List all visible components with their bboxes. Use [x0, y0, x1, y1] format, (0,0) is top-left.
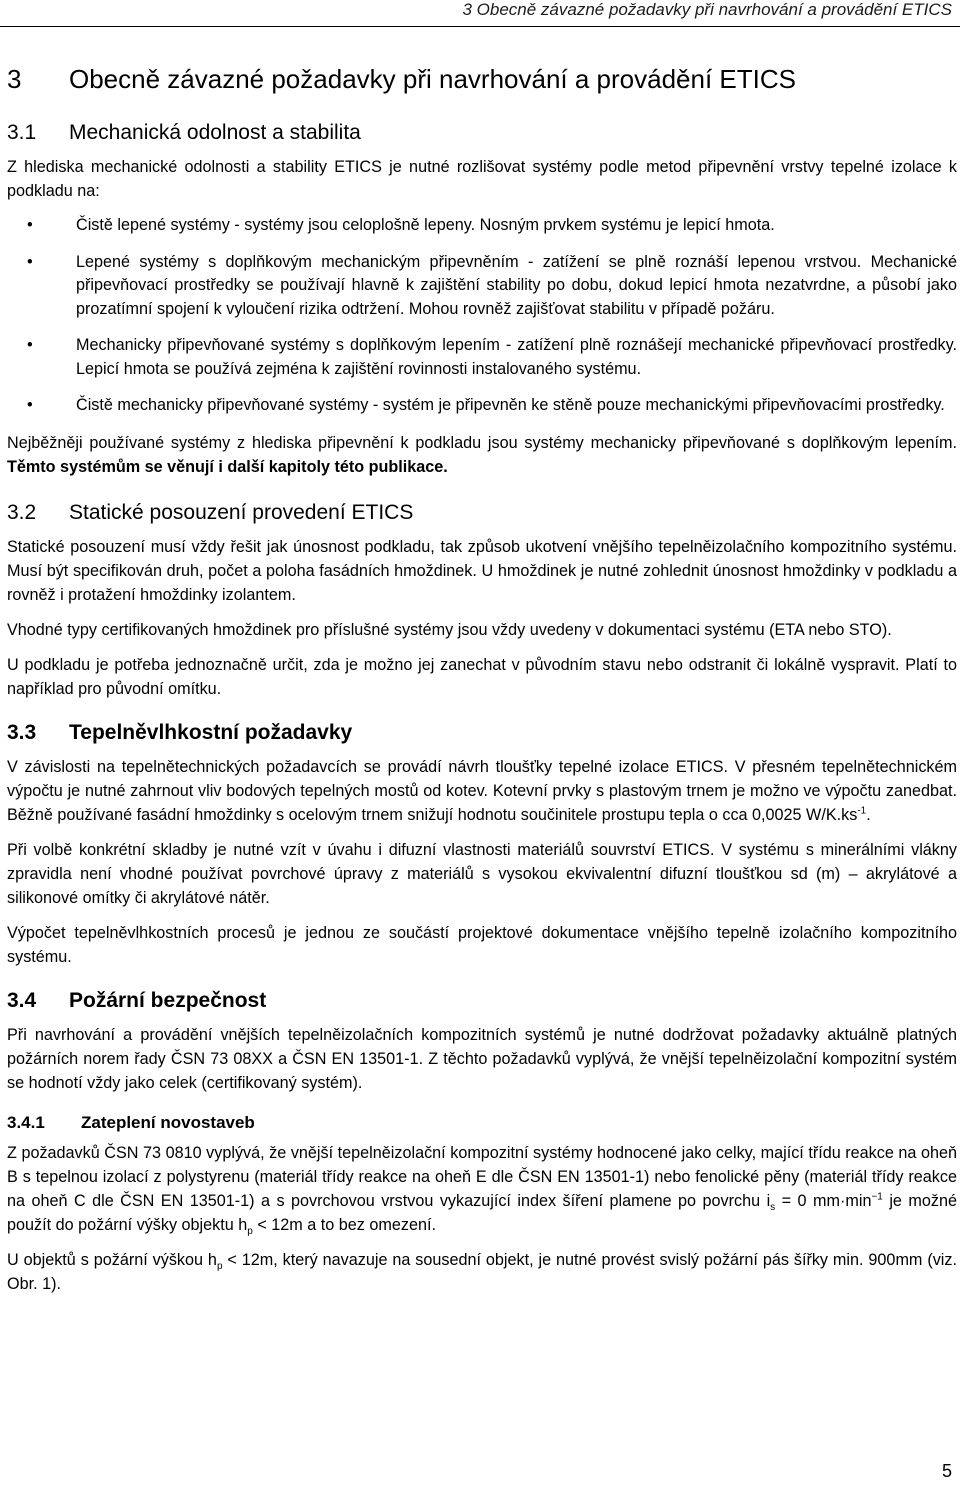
bullet: • [27, 216, 33, 234]
paragraph-text: Z požadavků ČSN 73 0810 vyplývá, že vnější tepelněizolační kompozitní systémy hodnocené jako celky, mající třídu reakce na oheň B s tepelnou izolací z polystyrenu (materiál třídy reakce na oheň E dle ČSN EN 13501-1) nebo fenolické pěny (materiál třídy reakce na oheň C dle ČSN EN 13501-1) a s povrchovou vrstvou vykazující index šíření plamene po povrchu i [7, 1143, 957, 1210]
section-3-1-intro: Z hlediska mechanické odolnosti a stability ETICS je nutné rozlišovat systémy podle metod připevnění vrstvy tepelné izolace k podkladu na: [7, 158, 957, 200]
section-3-2-heading [7, 500, 957, 526]
section-3-1-heading [7, 120, 957, 146]
paragraph-text: < 12m a to bez omezení. [252, 1215, 436, 1234]
section-3-1-closing [7, 431, 957, 479]
fixing-methods-list [7, 214, 957, 418]
section-number: 3.3 [7, 720, 37, 744]
bullet: • [27, 396, 33, 414]
list-item-text: Čistě mechanicky připevňované systémy - systém je připevněn ke stěně pouze mechanickými připevňovacími prostředky. [76, 396, 945, 414]
subscript: p [247, 1225, 253, 1237]
paragraph: U podkladu je potřeba jednoznačně určit, zda je možno jej zanechat v původním stavu nebo odstranit či lokálně vyspravit. Platí to například pro původní omítku. [7, 655, 957, 698]
paragraph: Výpočet tepelněvlhkostních procesů je jednou ze součástí projektové dokumentace vnějšího tepelně izolačního kompozitního systému. [7, 923, 957, 966]
paragraph [7, 755, 957, 827]
section-3-3-heading [7, 720, 957, 746]
paragraph [7, 1141, 957, 1237]
section-number: 3.4.1 [7, 1112, 45, 1132]
paragraph-text: < 12m, který navazuje na sousední objekt, je nutné provést svislý požární pás šířky min. 900mm (viz. Obr. 1). [7, 1250, 957, 1293]
list-item [7, 394, 957, 418]
paragraph-text: je možné použít do požární výšky objektu h [7, 1191, 957, 1234]
page-number: 5 [941, 1461, 952, 1481]
closing-bold-text: Těmto systémům se věnují i další kapitoly této publikace. [7, 457, 448, 476]
list-item-text: Lepené systémy s doplňkovým mechanickým připevněním - zatížení se plně roznáší lepenou vrstvou. Mechanické připevňovací prostředky se používají hlavně k zajištění stability po dobu, dokud lepicí hmota nezatvrdne, a působí jako prozatímní spojení k vyloučení rizika odtržení. Mohou rovněž zajišťovat stabilitu v případě požáru. [76, 252, 957, 318]
paragraph-text: U objektů s požární výškou h [7, 1250, 217, 1269]
section-number: 3.4 [7, 988, 37, 1012]
list-item [7, 214, 957, 238]
section-title: Požární bezpečnost [69, 988, 267, 1012]
bullet: • [27, 252, 33, 271]
paragraph-text: = 0 mm·min [775, 1191, 872, 1210]
paragraph: Vhodné typy certifikovaných hmoždinek pro příslušné systémy jsou vždy uvedeny v dokumentaci systému (ETA nebo STO). [7, 620, 892, 639]
section-number: 3.1 [7, 121, 37, 144]
section-title: Zateplení novostaveb [81, 1112, 255, 1132]
chapter-number: 3 [7, 64, 22, 94]
section-3-4-1-heading [7, 1111, 957, 1135]
superscript: −1 [871, 1191, 883, 1203]
list-item [7, 251, 957, 322]
chapter-title: Obecně závazné požadavky při navrhování a provádění ETICS [69, 64, 796, 94]
section-3-4-heading [7, 988, 957, 1014]
paragraph: Při navrhování a provádění vnějších tepelněizolačních kompozitních systémů je nutné dodržovat požadavky aktuálně platných požárních norem řady ČSN 73 08XX a ČSN EN 13501-1. Z těchto požadavků vyplývá, že vnější tepelněizolační kompozitní systém se hodnotí vždy jako celek (certifikovaný systém). [7, 1025, 957, 1092]
paragraph [7, 1248, 957, 1296]
section-title: Tepelněvlhkostní požadavky [69, 720, 353, 744]
bullet: • [27, 336, 33, 354]
superscript: -1 [857, 805, 867, 817]
subscript: s [770, 1201, 776, 1213]
chapter-heading [7, 64, 957, 94]
section-title: Mechanická odolnost a stabilita [69, 121, 361, 144]
section-title: Statické posouzení provedení ETICS [69, 500, 414, 524]
subscript: p [216, 1260, 223, 1272]
closing-text: Nejběžněji používané systémy z hlediska připevnění k podkladu jsou systémy mechanicky připevňované s doplňkovým lepením. [7, 433, 957, 452]
section-number: 3.2 [7, 500, 37, 524]
list-item-text: Čistě lepené systémy - systémy jsou celoplošně lepeny. Nosným prvkem systému je lepicí hmota. [76, 216, 775, 234]
page-content [7, 64, 957, 1307]
paragraph: Při volbě konkrétní skladby je nutné vzít v úvahu i difuzní vlastnosti materiálů souvrství ETICS. V systému s minerálními vlákny zpravidla není vhodné používat povrchové úpravy z materiálů s vysokou ekvivalentní difuzní tloušťkou sd (m) – akrylátové a silikonové omítky či akrylátové nátěr. [7, 840, 957, 907]
list-item [7, 334, 957, 381]
paragraph-text: V závislosti na tepelnětechnických požadavcích se provádí návrh tloušťky tepelné izolace ETICS. V přesném tepelnětechnickém výpočtu je nutné zahrnout vliv bodových tepelných mostů od kotev. Kotevní prvky s plastovým trnem je možno ve výpočtu zanedbat. Běžně používané fasádní hmoždinky s ocelovým trnem snižují hodnotu součinitele prostupu tepla o cca 0,0025 W/K.ks [7, 757, 957, 824]
paragraph-text: . [866, 805, 871, 824]
running-header: 3 Obecně závazné požadavky při navrhování a provádění ETICS [462, 0, 952, 19]
list-item-text: Mechanicky připevňované systémy s doplňkovým lepením - zatížení plně roznášejí mechanické připevňovací prostředky. Lepicí hmota se používá zejména k zajištění rovinnosti instalovaného systému. [76, 336, 957, 378]
header-rule [0, 26, 960, 27]
paragraph: Statické posouzení musí vždy řešit jak únosnost podkladu, tak způsob ukotvení vnějšího tepelněizolačního kompozitního systému. Musí být specifikován druh, počet a poloha fasádních hmoždinek. U hmoždinek je nutné zohlednit únosnost hmoždinky v podkladu a rovněž i protažení hmoždinky izolantem. [7, 537, 957, 604]
